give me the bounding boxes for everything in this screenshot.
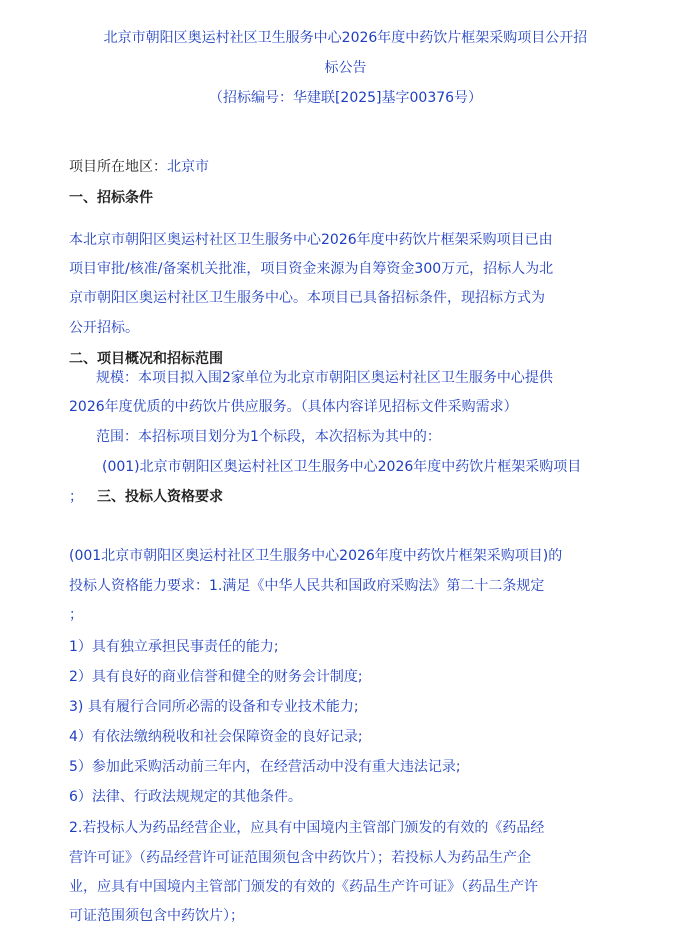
requirement-item: 1）具有独立承担民事责任的能力; xyxy=(69,639,279,655)
qualification-paragraph: ； xyxy=(69,607,83,623)
section-1-paragraph: 公开招标。 xyxy=(69,320,139,336)
section-1-paragraph: 本北京市朝阳区奥运村社区卫生服务中心2026年度中药饮片框架采购项目已由 xyxy=(69,232,553,248)
section-3-heading: 三、投标人资格要求 xyxy=(97,489,223,505)
section-3-heading-row xyxy=(69,487,223,507)
project-scale: 2026年度优质的中药饮片供应服务。（具体内容详见招标文件采购需求） xyxy=(69,399,518,415)
requirement-item: 6）法律、行政法规规定的其他条件。 xyxy=(69,789,302,805)
license-requirement: 可证范围须包含中药饮片）； xyxy=(69,908,244,924)
notice-title-line1: 北京市朝阳区奥运村社区卫生服务中心2026年度中药饮片框架采购项目公开招 xyxy=(103,30,588,46)
section-1-paragraph: 京市朝阳区奥运村社区卫生服务中心。本项目已具备招标条件，现招标方式为 xyxy=(69,290,545,306)
qualification-paragraph: 投标人资格能力要求：1.满足《中华人民共和国政府采购法》第二十二条规定 xyxy=(69,578,545,594)
project-location xyxy=(69,157,209,177)
location-label: 项目所在地区： xyxy=(69,159,167,175)
requirement-item: 2）具有良好的商业信誉和健全的财务会计制度; xyxy=(69,669,363,685)
lot-item: (001)北京市朝阳区奥运村社区卫生服务中心2026年度中药饮片框架采购项目 xyxy=(102,459,582,475)
license-requirement: 业，应具有中国境内主管部门颁发的有效的《药品生产许可证》（药品生产许 xyxy=(69,879,538,895)
section-1-paragraph: 项目审批/核准/备案机关批准，项目资金来源为自筹资金300万元，招标人为北 xyxy=(69,261,554,277)
requirement-item: 3) 具有履行合同所必需的设备和专业技术能力; xyxy=(69,699,359,715)
project-scope: 范围：本招标项目划分为1个标段，本次招标为其中的： xyxy=(96,429,441,445)
section-2-heading: 二、项目概况和招标范围 xyxy=(69,351,223,367)
requirement-item: 5）参加此采购活动前三年内，在经营活动中没有重大违法记录; xyxy=(69,759,461,775)
qualification-paragraph: (001北京市朝阳区奥运村社区卫生服务中心2026年度中药饮片框架采购项目)的 xyxy=(69,548,563,564)
section-1-heading: 一、招标条件 xyxy=(69,190,153,206)
license-requirement: 营许可证》（药品经营许可证范围须包含中药饮片）；若投标人为药品生产企 xyxy=(69,850,531,866)
requirement-item: 4）有依法缴纳税收和社会保障资金的良好记录; xyxy=(69,729,363,745)
project-scale: 规模：本项目拟入围2家单位为北京市朝阳区奥运村社区卫生服务中心提供 xyxy=(96,370,553,386)
notice-title-line2: 标公告 xyxy=(324,60,367,76)
tender-number: （招标编号：华建联[2025]基字00376号） xyxy=(208,90,483,106)
location-value: 北京市 xyxy=(167,159,209,175)
lot-item-semicolon: ； xyxy=(69,489,83,505)
license-requirement: 2.若投标人为药品经营企业，应具有中国境内主管部门颁发的有效的《药品经 xyxy=(69,820,545,836)
